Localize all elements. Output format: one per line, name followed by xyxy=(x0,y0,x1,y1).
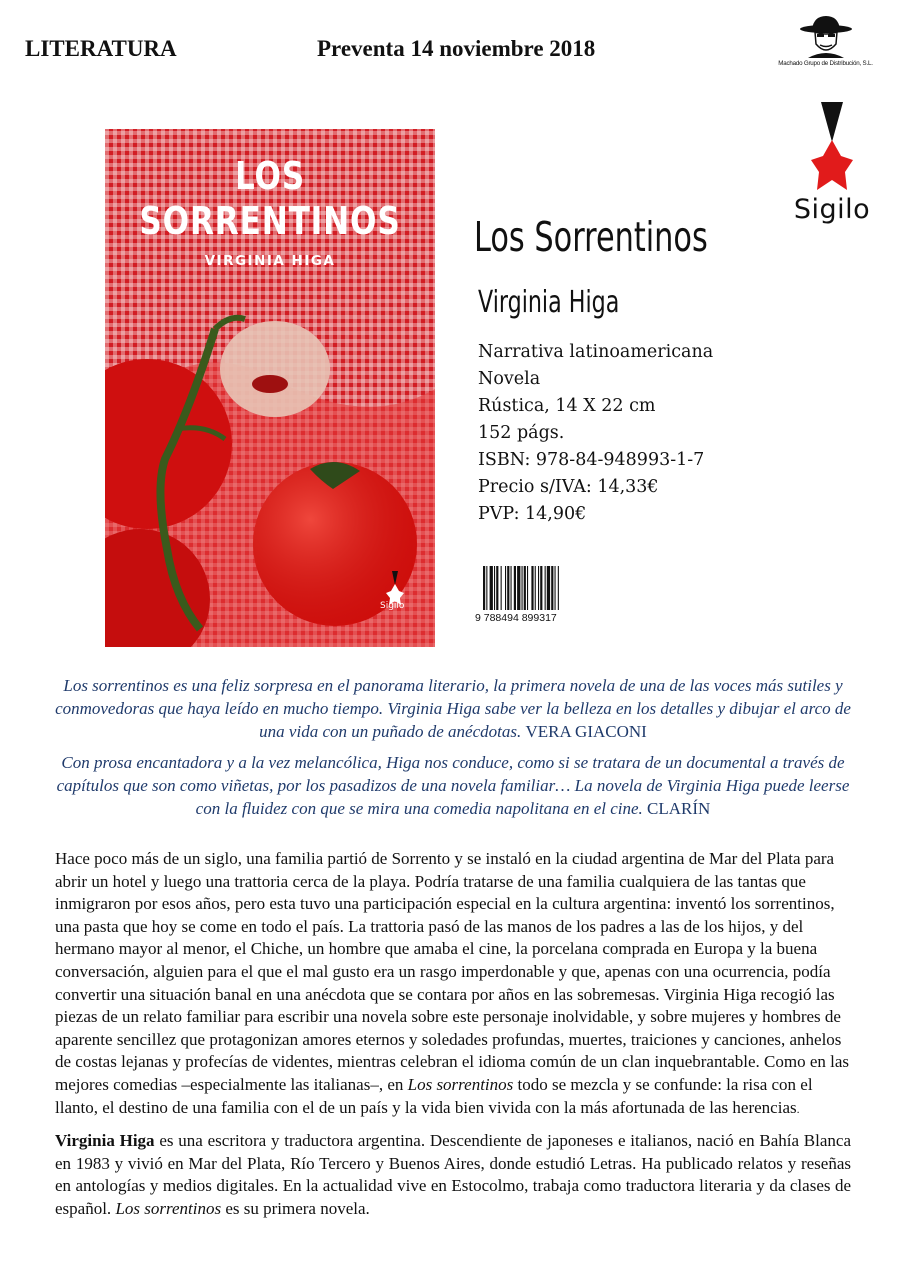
synopsis-italic-title: Los sorrentinos xyxy=(407,1074,514,1094)
review-quotes xyxy=(55,674,851,827)
quote-2-text: Con prosa encantadora y a la vez melancólica, Higa nos conduce, como si se tratara de un documental a través de capítulos que son como viñetas, por los pasadizos de una novela familiar… La novela de Virginia Higa puede leerse con la fluidez con que se mira una comedia napolitana en el cine. xyxy=(56,752,850,819)
book-author: Virginia Higa xyxy=(478,285,620,320)
barcode-icon xyxy=(475,566,597,612)
bio-text-1: es una escritora y traductora argentina. Descendiente de japoneses e italianos, nació en Bahía Blanca en 1983 y vivió en Mar del Plata, Río Tercero y Buenos Aires, donde estudió Letras. Ha publicado relatos y reseñas en antologías y medios digitales. En la actualidad vive en Estocolmo, trabaja como traductora literaria y da clases de español. xyxy=(55,1131,851,1218)
sigilo-logo xyxy=(792,100,872,225)
quote-1 xyxy=(55,674,851,744)
detail-pages: 152 págs. xyxy=(478,423,565,443)
cover-author: VIRGINIA HIGA xyxy=(204,253,336,269)
isbn-barcode xyxy=(475,566,600,626)
detail-isbn: ISBN: 978-84-948993-1-7 xyxy=(478,450,705,470)
author-bio-paragraph xyxy=(55,1130,851,1220)
bio-text-2: es su primera novela. xyxy=(221,1198,370,1218)
quote-2 xyxy=(55,751,851,821)
man-with-hat-icon xyxy=(798,14,854,58)
sigilo-name: Sigilo xyxy=(793,194,871,225)
presale-date: Preventa 14 noviembre 2018 xyxy=(317,36,596,61)
synopsis-text-2: todo se mezcla y se confunde: la risa con el llanto, el destino de una familia con el de un país y la vida bien vivida con la más afortunada de las herencias xyxy=(55,1074,813,1117)
cover-title-line2: SORRENTINOS xyxy=(139,199,401,243)
book-title: Los Sorrentinos xyxy=(474,213,708,261)
book-description xyxy=(55,848,851,1231)
synopsis-paragraph xyxy=(55,848,851,1120)
quote-1-source: VERA GIACONI xyxy=(525,722,647,742)
distributor-name: Machado Grupo de Distribución, S.L. xyxy=(778,60,873,67)
barcode-number: 9 788494 899317 xyxy=(475,612,557,624)
bio-author-name: Virginia Higa xyxy=(55,1131,155,1151)
detail-retail-price: PVP: 14,90€ xyxy=(478,504,587,524)
cover-title-line1: LOS xyxy=(234,154,306,198)
book-details xyxy=(478,339,713,528)
detail-price-no-vat: Precio s/IVA: 14,33€ xyxy=(478,477,659,497)
sigilo-mark-icon xyxy=(807,100,857,192)
section-label: LITERATURA xyxy=(25,36,177,61)
synopsis-text-1: Hace poco más de un siglo, una familia partió de Sorrento y se instaló en la ciudad argentina de Mar del Plata para abrir un hotel y luego una trattoria cerca de la playa. Podría tratarse de una familia cualquiera de las tantas que inmigraron por esos años, pero esta tuvo una participación especial en la cultura argentina: inventó los sorrentinos, una pasta que hoy se come en todo el país. La trattoria pasó de las manos de los padres a las de los hijos, y del hermano mayor al menor, el Chiche, un hombre que amaba el cine, la porcelana comprada en Europa y la buena conversación, alguien para el que el mal gusto era un rasgo imperdonable y que, apenas con una ocurrencia, podía convertir una situación banal en una anécdota que se contara por años en las sobremesas. Virginia Higa recogió las piezas de un relato familiar para escribir una novela sobre este personaje inolvidable, y sobre mujeres y hombres de aparente sencillez que protagonizan amores eternos y soledades profundas, muertes, traiciones y canciones, anhelos de costas lejanas y profecías de videntes, mientras celebran el idioma común de un clan inquebrantable. Como en las mejores comedias –especialmente las italianas–, en xyxy=(55,849,850,1094)
book-cover xyxy=(105,129,435,647)
distributor-logo xyxy=(778,14,873,67)
bio-italic-title: Los sorrentinos xyxy=(115,1198,222,1218)
synopsis-end: . xyxy=(796,1101,800,1116)
cover-publisher: Sigilo xyxy=(380,601,405,611)
detail-format: Rústica, 14 X 22 cm xyxy=(478,396,656,416)
quote-1-text: Los sorrentinos es una feliz sorpresa en el panorama literario, la primera novela de una de las voces más sutiles y conmovedoras que haya leído en mucho tiempo. Virginia Higa sabe ver la belleza en los detalles y dibujar el arco de una vida con un puñado de anécdotas. xyxy=(55,676,851,742)
quote-2-source: CLARÍN xyxy=(647,799,711,819)
detail-genre: Narrativa latinoamericana xyxy=(478,342,714,362)
detail-type: Novela xyxy=(478,369,541,389)
